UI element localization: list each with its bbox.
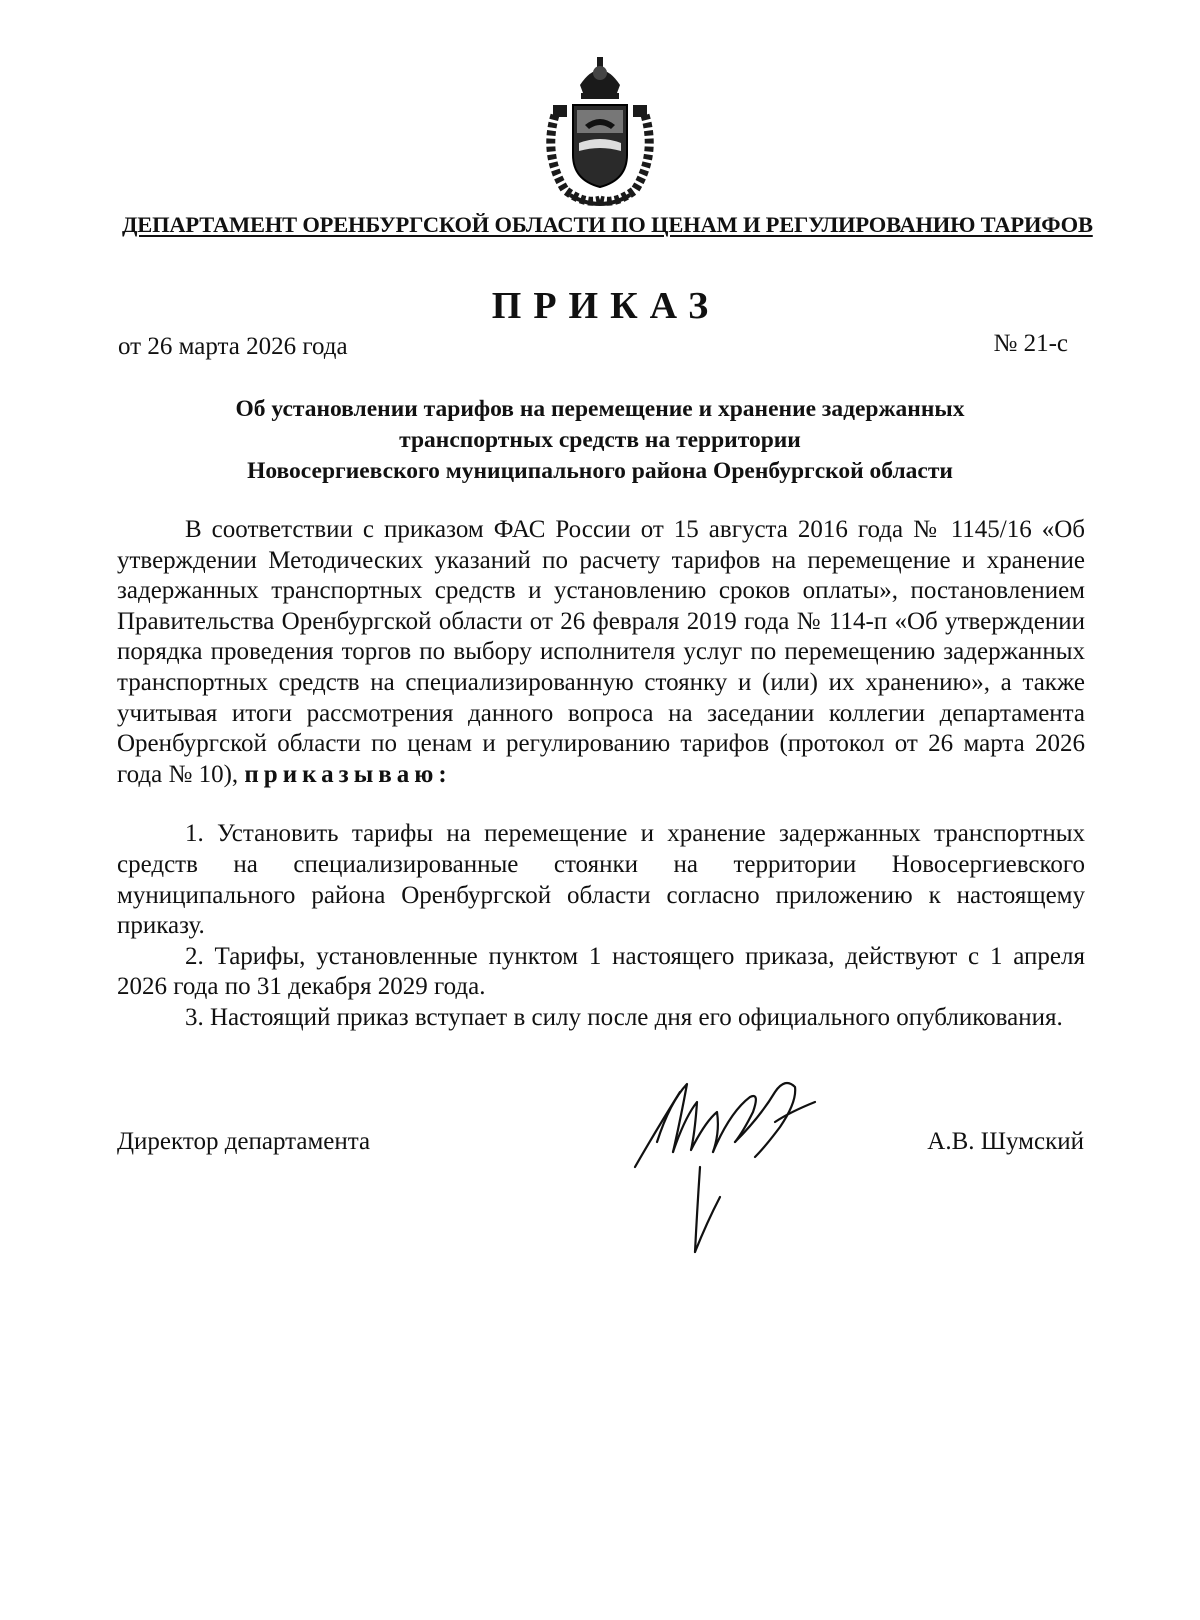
title-line-1: Об установлении тарифов на перемещение и хранение задержанных [235,396,965,422]
title-line-3: Новосергиевского муниципального района Оренбургской области [247,458,953,484]
signer-name: А.В. Шумский [927,1128,1084,1155]
order-body [117,515,1085,1034]
signer-position: Директор департамента [117,1128,371,1155]
coat-of-arms-icon [535,55,665,210]
department-name: ДЕПАРТАМЕНТ ОРЕНБУРГСКОЙ ОБЛАСТИ ПО ЦЕНАМ И РЕГУЛИРОВАНИЮ ТАРИФОВ [122,212,1093,237]
order-item-1: 1. Установить тарифы на перемещение и хранение задержанных транспортных средств на специализированные стоянки на территории Новосергиевского муниципального района Оренбургской области согласно приложению к настоящему приказу. [117,820,1085,940]
handwritten-signature-icon [625,1072,840,1257]
order-item-3: 3. Настоящий приказ вступает в силу после дня его официального опубликования. [185,1003,1063,1031]
preamble-paragraph [117,515,1085,790]
preamble-text: В соответствии с приказом ФАС России от 15 августа 2016 года № 1145/16 «Об утверждении Методических указаний по расчету тарифов на перемещение и хранение задержанных транспортных средств и установлению сроков оплаты», постановлением Правительства Оренбургской области от 26 февраля 2019 года № 114-п «Об утверждении порядка проведения торгов по выбору исполнителя услуг по перемещению задержанных транспортных средств на специализированную стоянку и (или) их хранению», а также учитывая итоги рассмотрения данного вопроса на заседании коллегии департамента Оренбургской области по ценам и регулированию тарифов (протокол от 26 марта 2026 года № 10), [117,516,1085,788]
order-title [150,394,1050,487]
order-item-2: 2. Тарифы, установленные пунктом 1 настоящего приказа, действуют с 1 апреля 2026 года по 31 декабря 2029 года. [117,942,1085,1001]
order-number: № 21-с [993,330,1068,357]
order-date: от 26 марта 2026 года [118,333,348,360]
title-line-2: транспортных средств на территории [399,427,801,453]
order-verb: приказываю: [244,760,452,788]
document-type: ПРИКАЗ [491,285,721,327]
